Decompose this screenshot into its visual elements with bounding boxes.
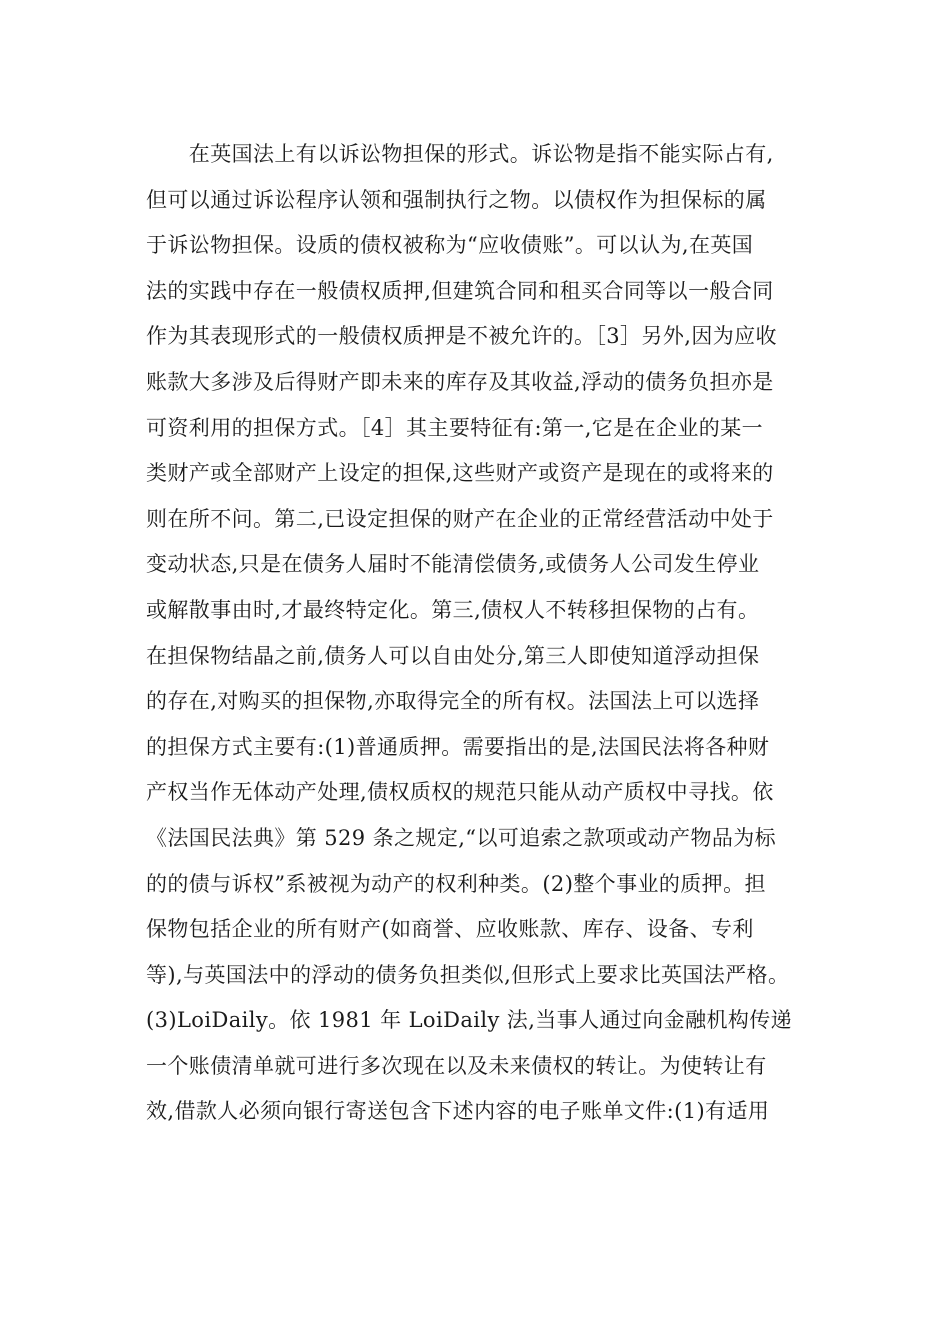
text-line: 的担保方式主要有:(1)普通质押。需要指出的是,法国民法将各种财: [146, 734, 770, 759]
text-line: 法的实践中存在一般债权质押,但建筑合同和租买合同等以一般合同: [146, 278, 774, 303]
text-line: 则在所不问。第二,已设定担保的财产在企业的正常经营活动中处于: [146, 506, 774, 531]
text-line: 保物包括企业的所有财产(如商誉、应收账款、库存、设备、专利: [146, 917, 754, 942]
text-line: 等),与英国法中的浮动的债务负担类似,但形式上要求比英国法严格。: [146, 962, 790, 987]
text-line: 类财产或全部财产上设定的担保,这些财产或资产是现在的或将来的: [146, 461, 774, 486]
text-line: 在英国法上有以诉讼物担保的形式。诉讼物是指不能实际占有,: [146, 142, 774, 166]
text-line: 效,借款人必须向银行寄送包含下述内容的电子账单文件:(1)有适用: [146, 1099, 770, 1124]
text-line: 的存在,对购买的担保物,亦取得完全的所有权。法国法上可以选择: [146, 689, 760, 714]
text-line: 变动状态,只是在债务人届时不能清偿债务,或债务人公司发生停业: [146, 552, 760, 577]
text-line: 在担保物结晶之前,债务人可以自由处分,第三人即使知道浮动担保: [146, 643, 760, 668]
text-line: 但可以通过诉讼程序认领和强制执行之物。以债权作为担保标的属: [146, 187, 767, 212]
text-line: 账款大多涉及后得财产即未来的库存及其收益,浮动的债务负担亦是: [146, 369, 774, 394]
text-line: 产权当作无体动产处理,债权质权的规范只能从动产质权中寻找。依: [146, 780, 774, 805]
text-line: 或解散事由时,才最终特定化。第三,债权人不转移担保物的占有。: [146, 597, 760, 622]
body-text: [146, 132, 816, 1135]
text-line: (3)LoiDaily。依 1981 年 LoiDaily 法,当事人通过向金融机构传递: [146, 1008, 793, 1033]
text-line: 《法国民法典》第 529 条之规定,“以可追索之款项或动产物品为标: [146, 825, 777, 850]
text-line: 可资利用的担保方式。［4］其主要特征有:第一,它是在企业的某一: [146, 415, 764, 440]
text-line: 于诉讼物担保。设质的债权被称为“应收债账”。可以认为,在英国: [146, 233, 754, 258]
text-line: 作为其表现形式的一般债权质押是不被允许的。［3］另外,因为应收: [146, 324, 777, 349]
text-line: 的的债与诉权”系被视为动产的权利种类。(2)整个事业的质押。担: [146, 871, 766, 896]
text-line: 一个账债清单就可进行多次现在以及未来债权的转让。为使转让有: [146, 1053, 767, 1078]
